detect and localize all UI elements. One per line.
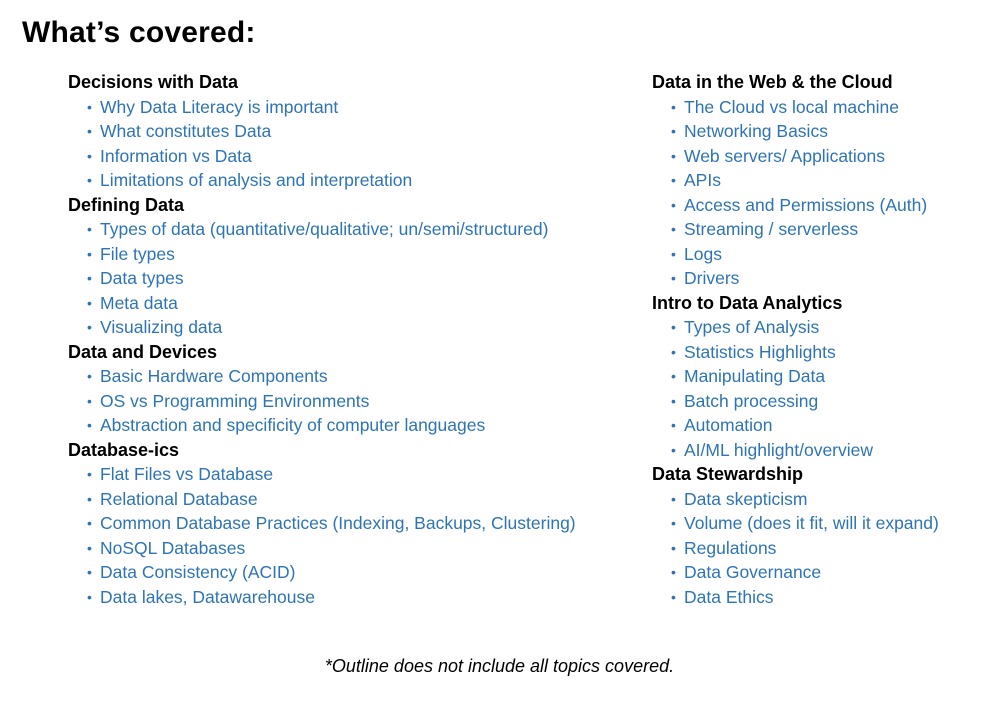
list-item-text: Why Data Literacy is important (100, 96, 339, 117)
list-item (68, 462, 628, 487)
list-item (68, 585, 628, 610)
bullet-icon: • (671, 221, 676, 237)
bullet-icon: • (671, 392, 676, 409)
list-item-text: AI/ML highlight/overview (684, 439, 874, 460)
list-item (652, 413, 992, 438)
list-item (68, 536, 628, 561)
bullet-icon: • (87, 564, 92, 580)
list-item (652, 560, 992, 585)
bullet-icon: • (87, 490, 92, 507)
section-heading: Data in the Web & the Cloud (652, 72, 893, 92)
bullet-icon: • (671, 564, 676, 580)
list-item (68, 242, 628, 267)
list-item-text: Statistics Highlights (684, 341, 836, 362)
list-item (68, 487, 628, 512)
item-list (68, 95, 628, 193)
bullet-icon: • (671, 245, 676, 262)
list-item (652, 585, 992, 610)
list-item-text: Streaming / serverless (684, 219, 859, 239)
list-item (652, 144, 992, 169)
list-item-text: Data Consistency (ACID) (100, 562, 296, 582)
list-item-text: Data types (100, 268, 184, 288)
list-item (652, 389, 992, 414)
section-heading: Decisions with Data (68, 72, 239, 92)
bullet-icon: • (671, 539, 676, 556)
list-item (68, 364, 628, 389)
bullet-icon: • (671, 270, 676, 286)
list-item-text: What constitutes Data (100, 121, 272, 141)
section-data-and-devices (68, 340, 628, 438)
list-item-text: Access and Permissions (Auth) (684, 194, 928, 215)
list-item (652, 217, 992, 242)
list-item-text: Common Database Practices (Indexing, Backups, Clustering) (100, 513, 576, 533)
bullet-icon: • (671, 319, 676, 335)
bullet-icon: • (671, 172, 676, 188)
bullet-icon: • (87, 221, 92, 237)
list-item-text: Data Ethics (684, 586, 774, 607)
list-item (68, 119, 628, 144)
bullet-icon: • (671, 343, 676, 360)
bullet-icon: • (87, 123, 92, 139)
bullet-icon: • (87, 539, 92, 556)
list-item-text: Abstraction and specificity of computer languages (100, 415, 486, 435)
item-list (652, 315, 992, 462)
list-item (652, 315, 992, 340)
list-item (68, 560, 628, 585)
bullet-icon: • (87, 466, 92, 482)
list-item (652, 95, 992, 120)
bullet-icon: • (671, 147, 676, 164)
list-item (652, 168, 992, 193)
bullet-icon: • (87, 417, 92, 433)
section-heading: Data Stewardship (652, 464, 804, 484)
list-item (652, 242, 992, 267)
page-title: What’s covered: (22, 16, 256, 49)
list-item (68, 315, 628, 340)
bullet-icon: • (87, 172, 92, 188)
list-item (68, 389, 628, 414)
bullet-icon: • (671, 417, 676, 433)
list-item (68, 168, 628, 193)
bullet-icon: • (671, 123, 676, 139)
section-data-in-the-web-and-cloud (652, 70, 992, 291)
list-item (652, 364, 992, 389)
list-item (652, 119, 992, 144)
list-item-text: Batch processing (684, 390, 819, 411)
list-item (652, 193, 992, 218)
list-item (68, 266, 628, 291)
bullet-icon: • (87, 515, 92, 531)
bullet-icon: • (87, 319, 92, 335)
item-list (68, 462, 628, 609)
bullet-icon: • (671, 515, 676, 531)
list-item-text: Visualizing data (100, 317, 223, 337)
bullet-icon: • (87, 245, 92, 262)
section-heading: Data and Devices (68, 341, 218, 362)
list-item (652, 340, 992, 365)
list-item-text: Information vs Data (100, 145, 252, 166)
list-item-text: Flat Files vs Database (100, 464, 274, 484)
bullet-icon: • (87, 392, 92, 409)
list-item-text: Regulations (684, 537, 777, 558)
list-item-text: Automation (684, 415, 773, 435)
bullet-icon: • (87, 147, 92, 164)
list-item-text: Networking Basics (684, 121, 828, 141)
bullet-icon: • (671, 196, 676, 213)
bullet-icon: • (671, 98, 676, 115)
item-list (652, 487, 992, 610)
bullet-icon: • (87, 294, 92, 311)
list-item-text: Web servers/ Applications (684, 145, 886, 166)
list-item-text: NoSQL Databases (100, 537, 246, 558)
list-item (68, 95, 628, 120)
footnote: *Outline does not include all topics covered. (324, 656, 675, 676)
section-defining-data (68, 193, 628, 340)
bullet-icon: • (671, 490, 676, 507)
list-item-text: Data Governance (684, 562, 822, 582)
bullet-icon: • (87, 98, 92, 115)
bullet-icon: • (671, 588, 676, 605)
item-list (68, 364, 628, 438)
section-data-stewardship (652, 462, 992, 609)
list-item-text: The Cloud vs local machine (684, 96, 899, 117)
list-item-text: OS vs Programming Environments (100, 390, 370, 411)
item-list (652, 95, 992, 291)
list-item-text: Limitations of analysis and interpretation (100, 170, 413, 190)
list-item-text: Relational Database (100, 488, 258, 509)
list-item-text: Types of data (quantitative/qualitative; un/semi/structured) (100, 219, 549, 239)
section-database-ics (68, 438, 628, 610)
bullet-icon: • (671, 441, 676, 458)
bullet-icon: • (87, 368, 92, 384)
list-item-text: Data lakes, Datawarehouse (100, 586, 315, 607)
list-item (68, 511, 628, 536)
list-item-text: Meta data (100, 292, 178, 313)
item-list (68, 217, 628, 340)
list-item-text: Logs (684, 243, 722, 264)
list-item-text: Manipulating Data (684, 366, 826, 386)
list-item-text: APIs (684, 170, 721, 190)
list-item (68, 144, 628, 169)
list-item (652, 266, 992, 291)
bullet-icon: • (671, 368, 676, 384)
list-item (68, 291, 628, 316)
list-item-text: File types (100, 243, 175, 264)
section-heading: Intro to Data Analytics (652, 292, 843, 313)
section-decisions-with-data (68, 70, 628, 193)
bullet-icon: • (87, 588, 92, 605)
right-column (652, 70, 992, 609)
list-item-text: Data skepticism (684, 488, 808, 509)
bullet-icon: • (87, 270, 92, 286)
list-item (652, 511, 992, 536)
list-item-text: Types of Analysis (684, 317, 820, 337)
list-item (652, 487, 992, 512)
section-heading: Database-ics (68, 439, 180, 460)
list-item-text: Basic Hardware Components (100, 366, 328, 386)
list-item-text: Drivers (684, 268, 740, 288)
list-item (652, 536, 992, 561)
list-item (68, 217, 628, 242)
list-item (68, 413, 628, 438)
section-intro-to-data-analytics (652, 291, 992, 463)
left-column (68, 70, 628, 609)
list-item-text: Volume (does it fit, will it expand) (684, 513, 939, 533)
section-heading: Defining Data (68, 194, 185, 215)
list-item (652, 438, 992, 463)
